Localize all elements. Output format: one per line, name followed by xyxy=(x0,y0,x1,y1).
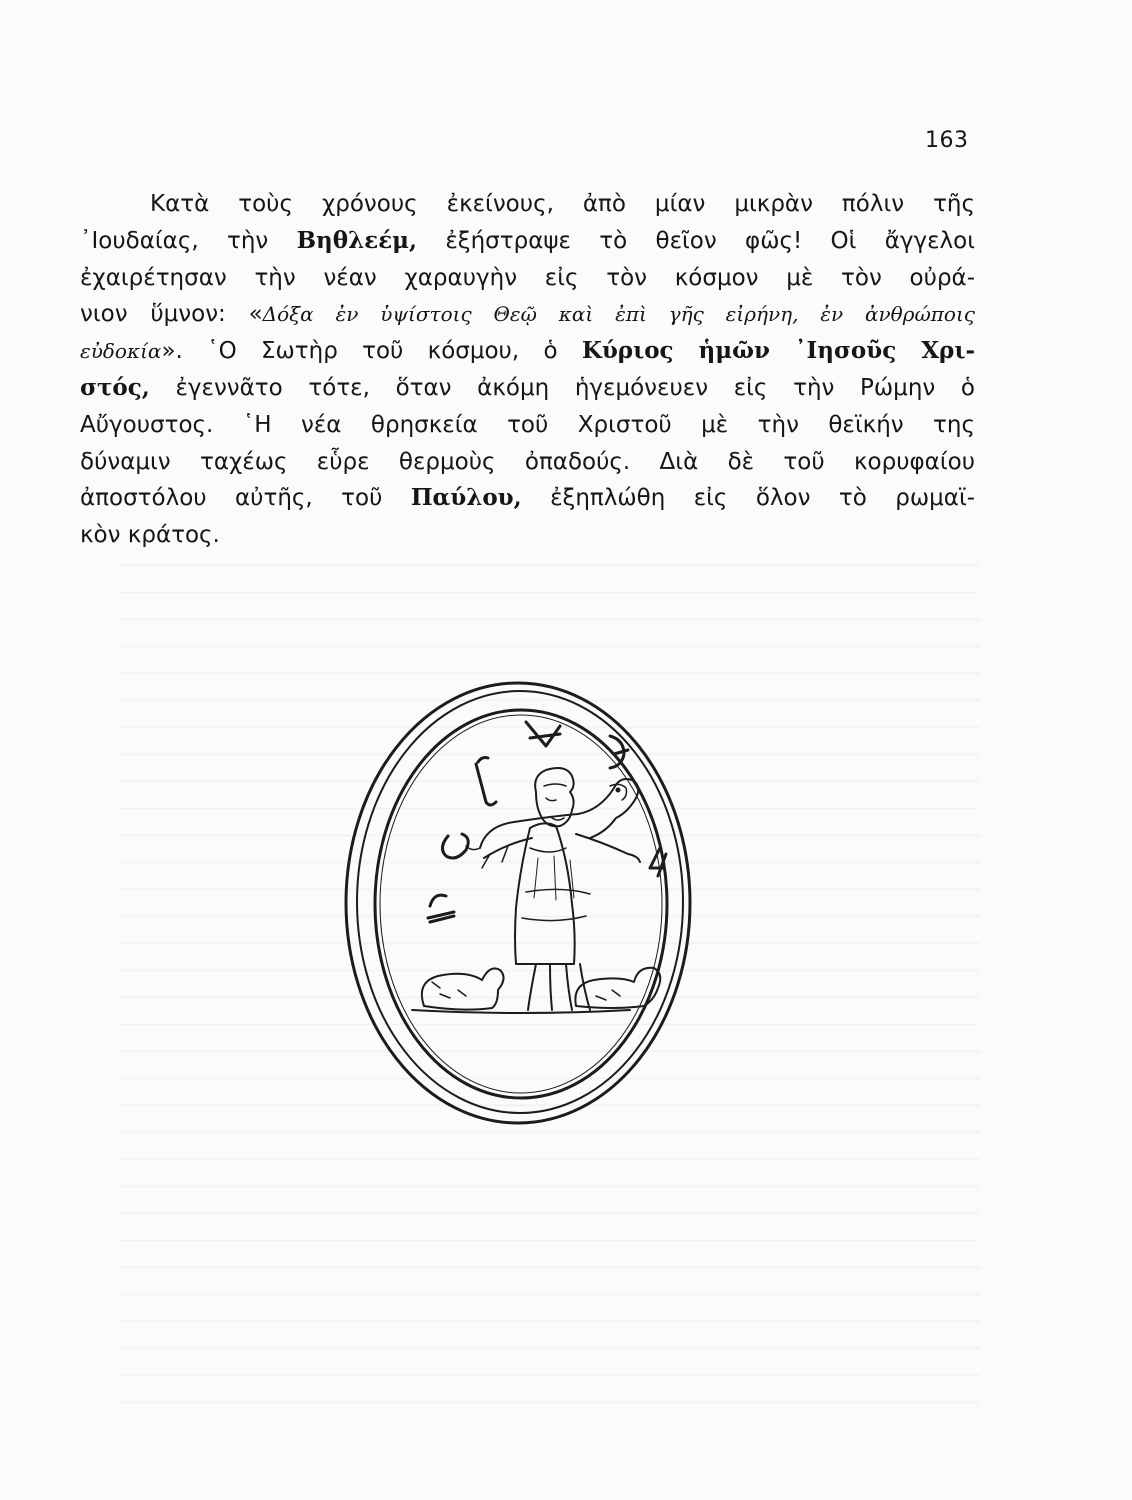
good-shepherd-seal-illustration xyxy=(340,678,700,1128)
page-number: 163 xyxy=(925,128,969,153)
text-line: νιον ὕμνον: «Δόξα ἐν ὑψίστοις Θεῷ καὶ ἐπὶ γῆς εἰρήνη, ἐν ἀνθρώποις xyxy=(80,301,975,328)
bold-term-bethlehem: Βηθλεέμ, xyxy=(296,226,418,254)
bold-term-kyrios: Κύριος ἡμῶν ᾿Ιησοῦς Χρι- xyxy=(581,337,976,365)
italic-hymn-quote: Δόξα ἐν ὑψίστοις Θεῷ καὶ ἐπὶ γῆς εἰρήνη, ἐν ἀνθρώποις xyxy=(262,302,975,327)
seal-outer-ring xyxy=(346,683,690,1123)
text-line: ᾿Ιουδαίας, τὴν Βηθλεέμ, ἐξήστραψε τὸ θεῖον φῶς! Οἱ ἄγγελοι xyxy=(80,226,976,254)
text-line: δύναμιν ταχέως εὗρε θερμοὺς ὀπαδούς. Διὰ δὲ τοῦ κορυφαίου xyxy=(80,448,975,475)
seal-inner-ring xyxy=(375,710,667,1098)
ground-line xyxy=(412,1010,630,1013)
body-paragraph xyxy=(80,186,975,554)
italic-hymn-quote-end: εὐδοκία xyxy=(80,339,162,364)
sheep-left xyxy=(422,968,504,1009)
text-line: Αὔγουστος. ῾Η νέα θρησκεία τοῦ Χριστοῦ μὲ τὴν θεϊκήν της xyxy=(80,411,975,438)
shepherd-body xyxy=(515,823,575,964)
bold-term-pavlos: Παύλου, xyxy=(410,484,522,512)
bold-term-christos: στός, xyxy=(80,373,150,401)
text-line: Κατὰ τοὺς χρόνους ἐκείνους, ἀπὸ μίαν μικρὰν πόλιν τῆς xyxy=(150,191,975,217)
text-line: ἐχαιρέτησαν τὴν νέαν χαραυγὴν εἰς τὸν κόσμον μὲ τὸν οὐρά- xyxy=(80,264,975,291)
rim-letters xyxy=(428,722,666,922)
text-line: εὐδοκία». ῾Ο Σωτὴρ τοῦ κόσμου, ὁ Κύριος ἡμῶν ᾿Ιησοῦς Χρι- xyxy=(80,337,976,365)
text-line: ἀποστόλου αὐτῆς, τοῦ Παύλου, ἐξηπλώθη εἰς ὅλον τὸ ρωμαϊ- xyxy=(80,484,975,512)
text-line: στός, ἐγεννᾶτο τότε, ὅταν ἀκόμη ἡγεμόνευεν εἰς τὴν Ρώμην ὁ xyxy=(80,373,975,401)
text-line: κὸν κράτος. xyxy=(80,522,220,549)
seal-outer-ring-2 xyxy=(357,691,683,1113)
